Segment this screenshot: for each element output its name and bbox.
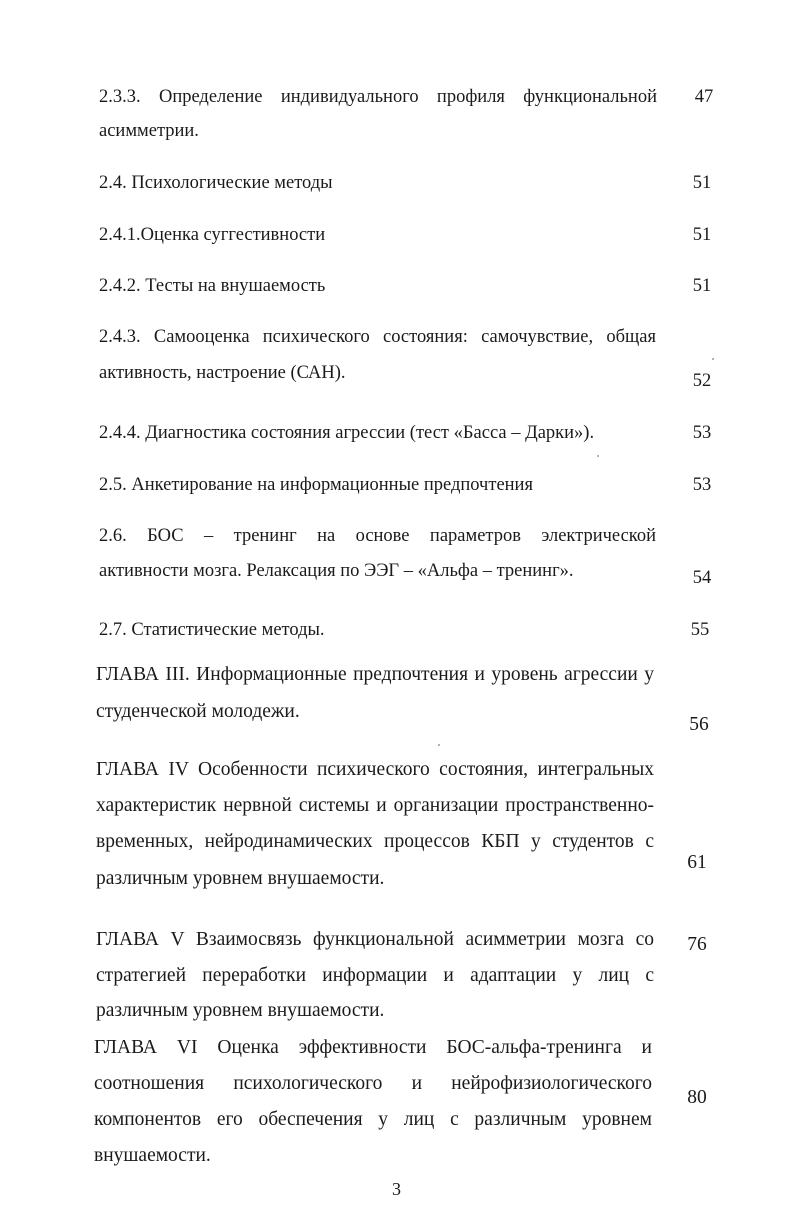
toc-line: соотношения психологического и нейрофизиологического	[94, 1073, 652, 1094]
toc-line: компонентов его обеспечения у лиц с различным уровнем	[94, 1109, 652, 1130]
toc-line: 2.7. Статистические методы.	[99, 620, 325, 640]
toc-line: 2.3.3. Определение индивидуального профиля функциональной	[99, 87, 657, 107]
toc-line: 2.4. Психологические методы	[99, 173, 333, 193]
toc-line: ГЛАВА VI Оценка эффективности БОС-альфа-тренинга и	[94, 1037, 652, 1058]
toc-line: различным уровнем внушаемости.	[96, 868, 385, 889]
toc-line: 2.4.4. Диагностика состояния агрессии (тест «Басса – Дарки»).	[99, 423, 595, 443]
toc-line: внушаемости.	[94, 1145, 211, 1166]
toc-line: 2.4.1.Оценка суггестивности	[99, 225, 326, 245]
toc-page-number: 51	[692, 276, 712, 296]
toc-page-number: 56	[689, 714, 709, 735]
scan-speck	[712, 358, 714, 360]
toc-page-number: 53	[692, 475, 712, 495]
toc-line: ГЛАВА V Взаимосвязь функциональной асимметрии мозга со	[96, 929, 654, 950]
toc-page-number: 61	[687, 852, 707, 873]
scan-speck	[438, 744, 440, 746]
toc-line: асимметрии.	[99, 121, 199, 141]
toc-line: различным уровнем внушаемости.	[96, 1000, 385, 1021]
toc-line: характеристик нервной системы и организации пространственно-	[96, 795, 654, 816]
scan-speck	[597, 455, 599, 457]
toc-page-number: 80	[687, 1087, 707, 1108]
toc-line: ГЛАВА IV Особенности психического состояния, интегральных	[96, 759, 654, 780]
toc-line: 2.4.3. Самооценка психического состояния: самочувствие, общая	[99, 327, 656, 347]
toc-line: активность, настроение (САН).	[99, 363, 346, 383]
toc-page-number: 54	[692, 568, 712, 588]
toc-page-number: 51	[692, 225, 712, 245]
toc-line: временных, нейродинамических процессов КБП у студентов с	[96, 831, 654, 852]
toc-line: ГЛАВА III. Информационные предпочтения и уровень агрессии у	[96, 664, 654, 685]
toc-line: студенческой молодежи.	[96, 701, 300, 722]
toc-line: стратегией переработки информации и адаптации у лиц с	[96, 965, 654, 986]
toc-line: 2.4.2. Тесты на внушаемость	[99, 276, 326, 296]
toc-page-number: 76	[687, 934, 707, 955]
toc-page-number: 51	[692, 173, 712, 193]
toc-page-number: 53	[692, 423, 712, 443]
page-number: 3	[392, 1179, 401, 1199]
toc-line: 2.6. БОС – тренинг на основе параметров электрической	[99, 526, 656, 546]
toc-line: активности мозга. Релаксация по ЭЭГ – «Альфа – тренинг».	[99, 561, 574, 581]
toc-page-number: 47	[694, 87, 714, 107]
toc-page-number: 55	[690, 620, 710, 640]
toc-page-number: 52	[692, 371, 712, 391]
toc-line: 2.5. Анкетирование на информационные предпочтения	[99, 475, 533, 495]
